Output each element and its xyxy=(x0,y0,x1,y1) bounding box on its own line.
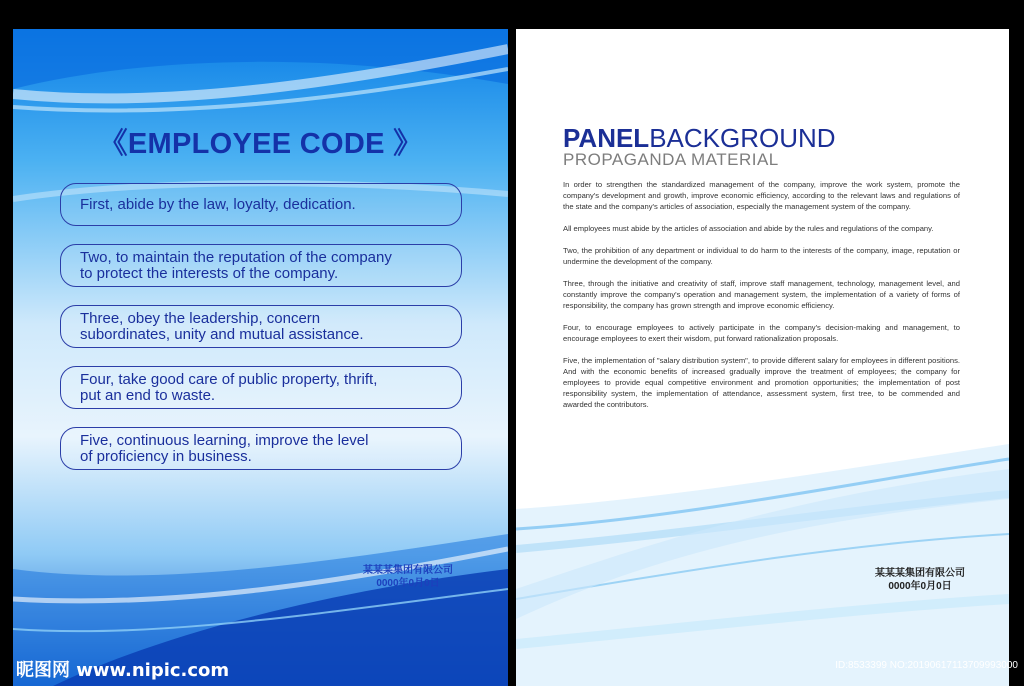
company-block xyxy=(348,564,468,590)
code-item-4 xyxy=(60,366,462,409)
paragraph: Four, to encourage employees to actively participate in the company's decision-making and management, to encourage employees to exert their wisdom, put forward rationalization proposals. xyxy=(563,323,960,343)
panel-title-bold: PANEL xyxy=(563,123,650,153)
paragraph: All employees must abide by the articles of association and abide by the rules and regulations of the company. xyxy=(563,224,934,233)
paragraph: Two, the prohibition of any department or individual to do harm to the interests of the company, image, reputation or undermine the development of the company. xyxy=(563,246,960,266)
page-title: 《EMPLOYEE CODE 》 xyxy=(98,128,423,160)
propaganda-panel xyxy=(516,29,1009,686)
code-item-5 xyxy=(60,427,462,470)
code-item-line: to protect the interests of the company. xyxy=(80,264,339,282)
paragraph: Five, the implementation of "salary distribution system", to provide different salary for employees in different positions. And with the economic benefits of increased gradually improve the treatment of employees; the company for employees to provide equal competitive environment and promotion opportunities; the implementation of post responsibility system, the implementation of attendance, assessment system, first tree, to be commended and awarded the contributors. xyxy=(563,356,960,409)
company-block xyxy=(860,567,980,593)
code-item-line: subordinates, unity and mutual assistance. xyxy=(80,325,364,343)
code-item-3 xyxy=(60,305,462,348)
site-watermark: 昵图网 www.nipic.com xyxy=(16,660,230,681)
code-item-line: Five, continuous learning, improve the level xyxy=(80,431,369,449)
panel-title-rest: BACKGROUND xyxy=(649,123,836,153)
code-item-line: Three, obey the leadership, concern xyxy=(80,309,321,327)
body-text xyxy=(563,179,960,421)
company-name: 某某某集团有限公司 xyxy=(363,565,453,576)
company-name: 某某某集团有限公司 xyxy=(875,568,965,579)
code-item-2 xyxy=(60,244,462,287)
paragraph: Three, through the initiative and creativity of staff, improve staff management, technology, management level, and constantly improve the company's operation and management system, the implementation of a variety of forms of responsibility, the company has grown strength and improve economic efficiency. xyxy=(563,279,960,310)
company-date: 0000年0月0日 xyxy=(376,578,440,589)
image-id-label: ID:8533399 NO:20190617113709993000 xyxy=(835,660,1018,671)
company-date: 0000年0月0日 xyxy=(888,581,952,592)
code-item-line: Two, to maintain the reputation of the company xyxy=(80,248,392,266)
paragraph: In order to strengthen the standardized management of the company, improve the work system, promote the company's development and growth, improve economic efficiency, according to the relevant laws and regulations of the state and the company's articles of association, especially the management system of the company. xyxy=(563,180,960,211)
employee-code-panel xyxy=(13,29,508,686)
panel-subtitle: PROPAGANDA MATERIAL xyxy=(563,150,779,169)
code-item-line: First, abide by the law, loyalty, dedication. xyxy=(80,195,356,213)
code-item-1 xyxy=(60,183,462,226)
code-item-line: Four, take good care of public property, thrift, xyxy=(80,370,378,388)
code-item-line: of proficiency in business. xyxy=(80,447,252,465)
code-item-line: put an end to waste. xyxy=(80,386,216,404)
